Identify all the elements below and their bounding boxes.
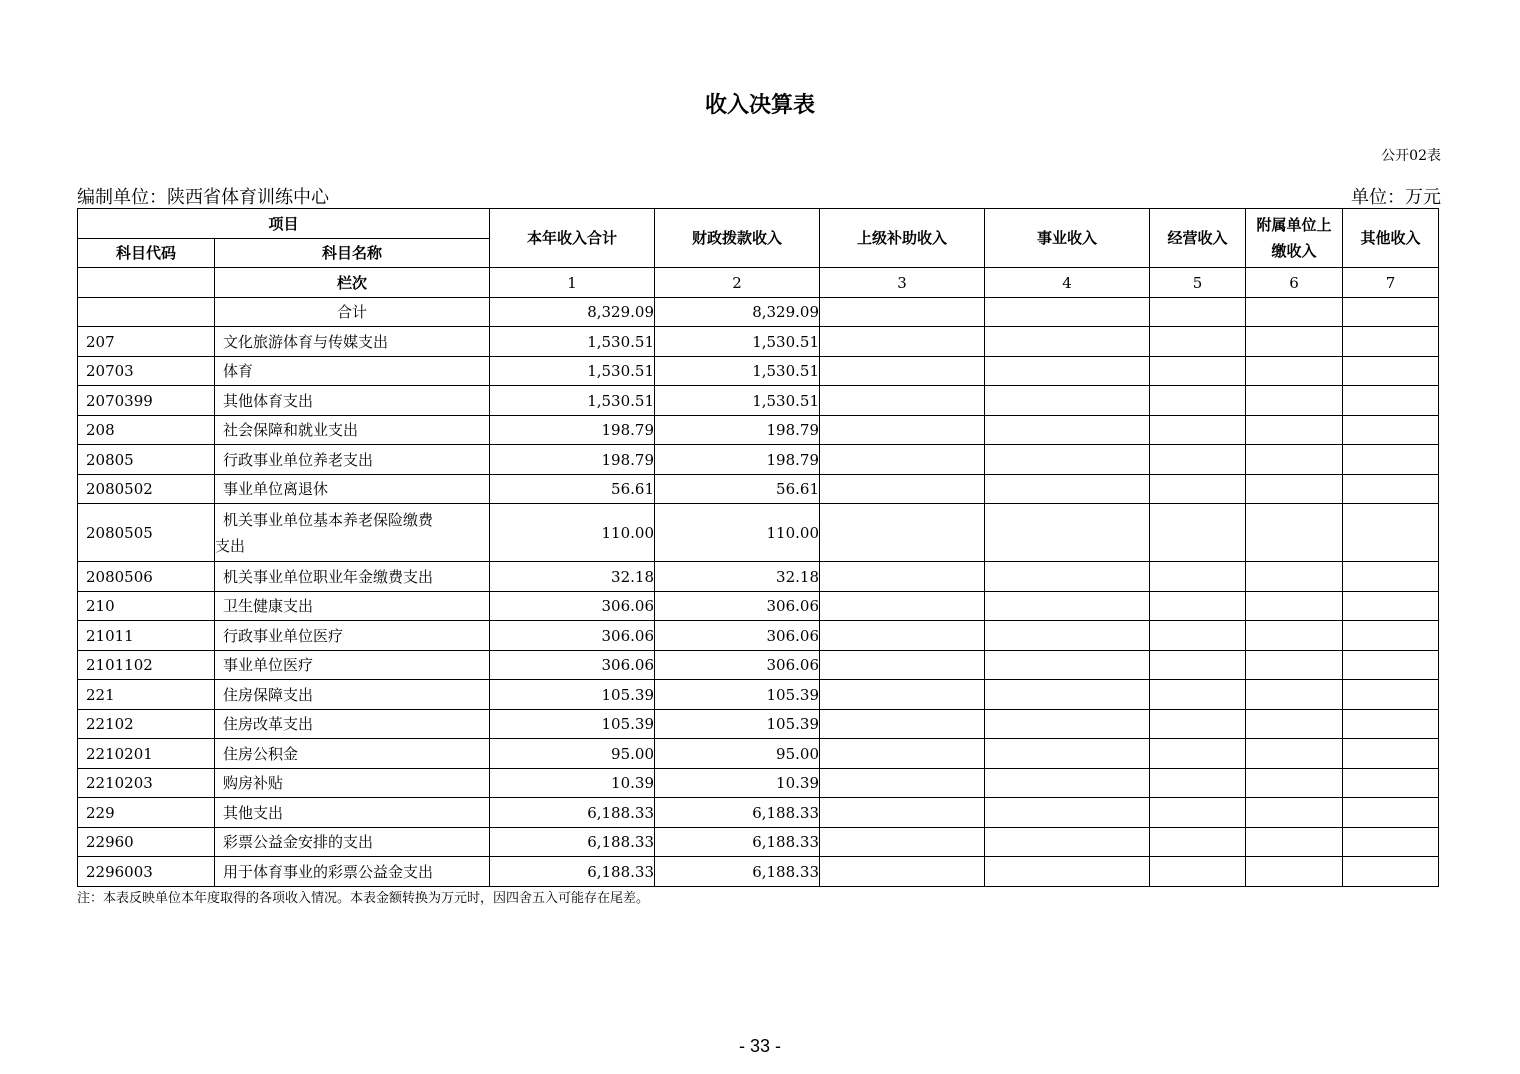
row-code: 2101102 bbox=[78, 651, 215, 680]
row-name: 机关事业单位职业年金缴费支出 bbox=[215, 562, 490, 592]
row-code: 20703 bbox=[78, 357, 215, 386]
row-name: 事业单位离退休 bbox=[215, 475, 490, 504]
empty-cell bbox=[985, 386, 1150, 416]
empty-cell bbox=[1150, 386, 1246, 416]
empty-cell bbox=[1343, 386, 1439, 416]
row-code: 229 bbox=[78, 798, 215, 828]
row-name bbox=[215, 504, 490, 562]
empty-cell bbox=[1343, 710, 1439, 739]
page-number: - 33 - bbox=[738, 1036, 781, 1056]
empty-cell bbox=[820, 857, 985, 887]
empty-cell bbox=[1246, 798, 1343, 828]
header-total: 本年收入合计 bbox=[490, 209, 655, 268]
empty-cell bbox=[1246, 357, 1343, 386]
footnote: 注：本表反映单位本年度取得的各项收入情况。本表金额转换为万元时，因四舍五入可能存在尾差。 bbox=[77, 891, 650, 906]
empty-cell bbox=[985, 857, 1150, 887]
header-project: 项目 bbox=[78, 209, 490, 239]
column-number-blank bbox=[78, 268, 215, 298]
empty-cell bbox=[820, 504, 985, 562]
empty-cell bbox=[985, 504, 1150, 562]
empty-cell bbox=[1343, 475, 1439, 504]
row-total: 6,188.33 bbox=[490, 828, 655, 857]
row-code: 2070399 bbox=[78, 386, 215, 416]
row-total: 1,530.51 bbox=[490, 386, 655, 416]
row-name-line2: 支出 bbox=[215, 536, 246, 555]
table-row bbox=[78, 798, 1439, 828]
empty-cell bbox=[1246, 710, 1343, 739]
row-fiscal: 6,188.33 bbox=[655, 828, 820, 857]
empty-cell bbox=[1150, 504, 1246, 562]
row-total: 10.39 bbox=[490, 769, 655, 798]
column-number-6: 6 bbox=[1246, 268, 1343, 298]
income-table bbox=[77, 208, 1439, 887]
row-code: 22102 bbox=[78, 710, 215, 739]
empty-cell bbox=[1343, 621, 1439, 651]
row-fiscal: 110.00 bbox=[655, 504, 820, 562]
row-name: 住房保障支出 bbox=[215, 680, 490, 710]
header-operating: 经营收入 bbox=[1150, 209, 1246, 268]
table-row bbox=[78, 651, 1439, 680]
empty-cell bbox=[1150, 739, 1246, 769]
empty-cell bbox=[985, 769, 1150, 798]
empty-cell bbox=[820, 298, 985, 327]
empty-cell bbox=[985, 327, 1150, 357]
total-code bbox=[78, 298, 215, 327]
empty-cell bbox=[985, 739, 1150, 769]
row-name: 彩票公益金安排的支出 bbox=[215, 828, 490, 857]
row-total: 6,188.33 bbox=[490, 798, 655, 828]
table-row bbox=[78, 828, 1439, 857]
table-row bbox=[78, 504, 1439, 562]
row-code: 208 bbox=[78, 416, 215, 445]
row-total: 105.39 bbox=[490, 710, 655, 739]
row-total: 56.61 bbox=[490, 475, 655, 504]
row-name: 住房改革支出 bbox=[215, 710, 490, 739]
header-superior: 上级补助收入 bbox=[820, 209, 985, 268]
page-title: 收入决算表 bbox=[704, 93, 815, 118]
header-row-1 bbox=[78, 209, 1439, 239]
empty-cell bbox=[1150, 710, 1246, 739]
row-total: 306.06 bbox=[490, 651, 655, 680]
column-number-1: 1 bbox=[490, 268, 655, 298]
row-total: 1,530.51 bbox=[490, 327, 655, 357]
empty-cell bbox=[985, 680, 1150, 710]
empty-cell bbox=[1150, 592, 1246, 621]
empty-cell bbox=[820, 475, 985, 504]
header-other: 其他收入 bbox=[1343, 209, 1439, 268]
row-name: 住房公积金 bbox=[215, 739, 490, 769]
empty-cell bbox=[1343, 592, 1439, 621]
row-name: 其他支出 bbox=[215, 798, 490, 828]
row-fiscal: 105.39 bbox=[655, 710, 820, 739]
row-name: 行政事业单位养老支出 bbox=[215, 445, 490, 475]
empty-cell bbox=[985, 298, 1150, 327]
row-total: 110.00 bbox=[490, 504, 655, 562]
empty-cell bbox=[1150, 680, 1246, 710]
row-fiscal: 95.00 bbox=[655, 739, 820, 769]
empty-cell bbox=[1150, 475, 1246, 504]
table-row bbox=[78, 592, 1439, 621]
table-row bbox=[78, 769, 1439, 798]
row-name: 文化旅游体育与传媒支出 bbox=[215, 327, 490, 357]
empty-cell bbox=[985, 562, 1150, 592]
empty-cell bbox=[985, 445, 1150, 475]
empty-cell bbox=[1343, 504, 1439, 562]
row-fiscal: 105.39 bbox=[655, 680, 820, 710]
row-name-line1: 机关事业单位基本养老保险缴费 bbox=[223, 510, 434, 529]
row-name: 社会保障和就业支出 bbox=[215, 416, 490, 445]
table-row bbox=[78, 562, 1439, 592]
empty-cell bbox=[1150, 798, 1246, 828]
row-fiscal: 306.06 bbox=[655, 651, 820, 680]
header-affiliated-line2: 缴收入 bbox=[1271, 242, 1317, 260]
compiling-unit: 编制单位：陕西省体育训练中心 bbox=[77, 187, 329, 208]
empty-cell bbox=[1343, 416, 1439, 445]
header-name: 科目名称 bbox=[215, 239, 490, 268]
empty-cell bbox=[1343, 298, 1439, 327]
empty-cell bbox=[1246, 857, 1343, 887]
table-row bbox=[78, 739, 1439, 769]
row-fiscal: 198.79 bbox=[655, 416, 820, 445]
row-fiscal: 1,530.51 bbox=[655, 386, 820, 416]
empty-cell bbox=[820, 445, 985, 475]
table-row bbox=[78, 475, 1439, 504]
empty-cell bbox=[820, 357, 985, 386]
row-total: 95.00 bbox=[490, 739, 655, 769]
total-row bbox=[78, 298, 1439, 327]
empty-cell bbox=[820, 327, 985, 357]
empty-cell bbox=[1343, 651, 1439, 680]
row-fiscal: 6,188.33 bbox=[655, 857, 820, 887]
empty-cell bbox=[985, 416, 1150, 445]
row-total: 105.39 bbox=[490, 680, 655, 710]
empty-cell bbox=[1246, 680, 1343, 710]
empty-cell bbox=[1246, 386, 1343, 416]
row-total: 198.79 bbox=[490, 416, 655, 445]
empty-cell bbox=[1150, 828, 1246, 857]
empty-cell bbox=[985, 828, 1150, 857]
column-number-7: 7 bbox=[1343, 268, 1439, 298]
empty-cell bbox=[820, 386, 985, 416]
row-name: 其他体育支出 bbox=[215, 386, 490, 416]
empty-cell bbox=[820, 416, 985, 445]
empty-cell bbox=[985, 798, 1150, 828]
table-row bbox=[78, 416, 1439, 445]
currency-unit: 单位：万元 bbox=[1351, 187, 1441, 208]
row-name: 行政事业单位医疗 bbox=[215, 621, 490, 651]
header-affiliated-line1: 附属单位上 bbox=[1256, 216, 1332, 234]
row-total: 306.06 bbox=[490, 621, 655, 651]
row-code: 221 bbox=[78, 680, 215, 710]
row-code: 210 bbox=[78, 592, 215, 621]
header-code: 科目代码 bbox=[78, 239, 215, 268]
header-affiliated bbox=[1246, 209, 1343, 268]
row-name: 用于体育事业的彩票公益金支出 bbox=[215, 857, 490, 887]
empty-cell bbox=[1150, 445, 1246, 475]
empty-cell bbox=[1246, 651, 1343, 680]
row-fiscal: 306.06 bbox=[655, 592, 820, 621]
empty-cell bbox=[1150, 621, 1246, 651]
header-fiscal: 财政拨款收入 bbox=[655, 209, 820, 268]
empty-cell bbox=[985, 710, 1150, 739]
row-code: 2080505 bbox=[78, 504, 215, 562]
empty-cell bbox=[1150, 416, 1246, 445]
table-row bbox=[78, 680, 1439, 710]
empty-cell bbox=[1246, 445, 1343, 475]
table-row bbox=[78, 445, 1439, 475]
empty-cell bbox=[1343, 769, 1439, 798]
empty-cell bbox=[1150, 298, 1246, 327]
row-total: 198.79 bbox=[490, 445, 655, 475]
row-name: 卫生健康支出 bbox=[215, 592, 490, 621]
empty-cell bbox=[820, 798, 985, 828]
row-fiscal: 306.06 bbox=[655, 621, 820, 651]
empty-cell bbox=[1343, 680, 1439, 710]
empty-cell bbox=[1343, 739, 1439, 769]
total-fiscal: 8,329.09 bbox=[655, 298, 820, 327]
column-number-row bbox=[78, 268, 1439, 298]
row-code: 20805 bbox=[78, 445, 215, 475]
empty-cell bbox=[1150, 769, 1246, 798]
empty-cell bbox=[820, 739, 985, 769]
table-row bbox=[78, 327, 1439, 357]
column-number-4: 4 bbox=[985, 268, 1150, 298]
row-total: 32.18 bbox=[490, 562, 655, 592]
row-code: 2210203 bbox=[78, 769, 215, 798]
row-total: 306.06 bbox=[490, 592, 655, 621]
row-code: 207 bbox=[78, 327, 215, 357]
table-row bbox=[78, 386, 1439, 416]
row-total: 6,188.33 bbox=[490, 857, 655, 887]
empty-cell bbox=[1343, 828, 1439, 857]
empty-cell bbox=[1343, 857, 1439, 887]
row-name: 体育 bbox=[215, 357, 490, 386]
row-fiscal: 6,188.33 bbox=[655, 798, 820, 828]
empty-cell bbox=[1246, 416, 1343, 445]
empty-cell bbox=[985, 651, 1150, 680]
empty-cell bbox=[1246, 828, 1343, 857]
empty-cell bbox=[1343, 798, 1439, 828]
empty-cell bbox=[820, 621, 985, 651]
empty-cell bbox=[1343, 357, 1439, 386]
column-number-5: 5 bbox=[1150, 268, 1246, 298]
column-number-3: 3 bbox=[820, 268, 985, 298]
empty-cell bbox=[1150, 651, 1246, 680]
empty-cell bbox=[820, 680, 985, 710]
empty-cell bbox=[1150, 357, 1246, 386]
table-row bbox=[78, 710, 1439, 739]
empty-cell bbox=[1246, 298, 1343, 327]
table-row bbox=[78, 357, 1439, 386]
row-code: 2210201 bbox=[78, 739, 215, 769]
empty-cell bbox=[820, 828, 985, 857]
empty-cell bbox=[1246, 621, 1343, 651]
empty-cell bbox=[820, 592, 985, 621]
row-code: 2296003 bbox=[78, 857, 215, 887]
header-business: 事业收入 bbox=[985, 209, 1150, 268]
column-row-label: 栏次 bbox=[215, 268, 490, 298]
row-fiscal: 1,530.51 bbox=[655, 327, 820, 357]
row-fiscal: 198.79 bbox=[655, 445, 820, 475]
table-row bbox=[78, 621, 1439, 651]
row-code: 21011 bbox=[78, 621, 215, 651]
row-code: 22960 bbox=[78, 828, 215, 857]
empty-cell bbox=[985, 592, 1150, 621]
empty-cell bbox=[820, 769, 985, 798]
empty-cell bbox=[985, 621, 1150, 651]
total-amount: 8,329.09 bbox=[490, 298, 655, 327]
row-fiscal: 1,530.51 bbox=[655, 357, 820, 386]
row-name: 购房补贴 bbox=[215, 769, 490, 798]
empty-cell bbox=[1246, 739, 1343, 769]
empty-cell bbox=[820, 562, 985, 592]
empty-cell bbox=[1246, 592, 1343, 621]
empty-cell bbox=[985, 357, 1150, 386]
row-fiscal: 32.18 bbox=[655, 562, 820, 592]
form-number: 公开02表 bbox=[1381, 148, 1441, 164]
empty-cell bbox=[1343, 327, 1439, 357]
empty-cell bbox=[820, 710, 985, 739]
row-fiscal: 10.39 bbox=[655, 769, 820, 798]
row-code: 2080506 bbox=[78, 562, 215, 592]
row-code: 2080502 bbox=[78, 475, 215, 504]
empty-cell bbox=[1246, 327, 1343, 357]
total-label: 合计 bbox=[215, 298, 490, 327]
empty-cell bbox=[1150, 562, 1246, 592]
empty-cell bbox=[1246, 504, 1343, 562]
row-name: 事业单位医疗 bbox=[215, 651, 490, 680]
row-total: 1,530.51 bbox=[490, 357, 655, 386]
empty-cell bbox=[1150, 327, 1246, 357]
empty-cell bbox=[1343, 445, 1439, 475]
table-row bbox=[78, 857, 1439, 887]
empty-cell bbox=[1246, 769, 1343, 798]
empty-cell bbox=[985, 475, 1150, 504]
column-number-2: 2 bbox=[655, 268, 820, 298]
empty-cell bbox=[820, 651, 985, 680]
empty-cell bbox=[1246, 562, 1343, 592]
empty-cell bbox=[1246, 475, 1343, 504]
empty-cell bbox=[1150, 857, 1246, 887]
empty-cell bbox=[1343, 562, 1439, 592]
row-fiscal: 56.61 bbox=[655, 475, 820, 504]
